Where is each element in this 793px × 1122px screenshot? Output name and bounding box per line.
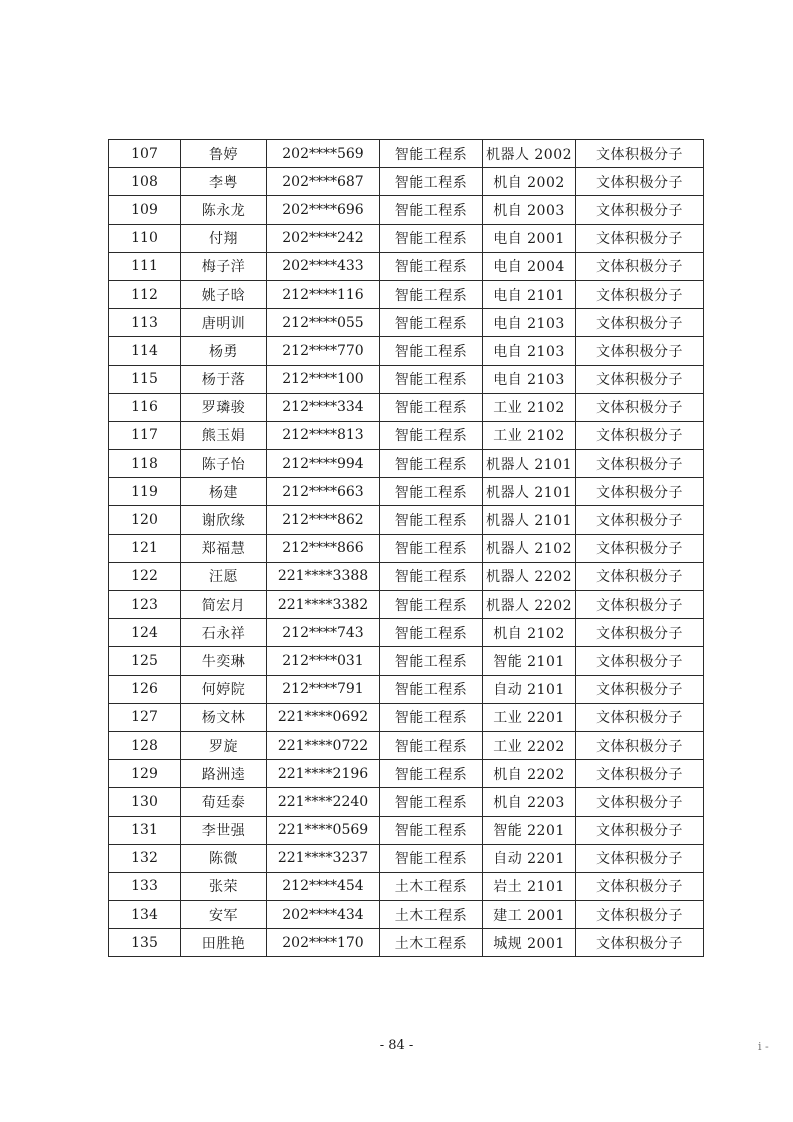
table-row — [109, 929, 704, 957]
cell-award: 文体积极分子 — [576, 562, 704, 590]
cell-award: 文体积极分子 — [576, 731, 704, 759]
cell-award: 文体积极分子 — [576, 478, 704, 506]
cell-class: 工业 2201 — [483, 703, 576, 731]
cell-student-id: 212****663 — [267, 478, 380, 506]
cell-student-id: 202****696 — [267, 196, 380, 224]
cell-name: 牛奕琳 — [181, 647, 267, 675]
cell-class: 机器人 2101 — [483, 506, 576, 534]
cell-award: 文体积极分子 — [576, 619, 704, 647]
cell-class: 工业 2102 — [483, 393, 576, 421]
cell-department: 智能工程系 — [380, 562, 483, 590]
cell-class: 电自 2101 — [483, 280, 576, 308]
cell-name: 杨建 — [181, 478, 267, 506]
cell-student-id: 212****055 — [267, 309, 380, 337]
cell-student-id: 221****2240 — [267, 788, 380, 816]
cell-index: 127 — [109, 703, 181, 731]
cell-class: 机器人 2101 — [483, 450, 576, 478]
cell-name: 陈微 — [181, 844, 267, 872]
cell-department: 智能工程系 — [380, 731, 483, 759]
cell-award: 文体积极分子 — [576, 224, 704, 252]
cell-student-id: 202****433 — [267, 252, 380, 280]
cell-department: 智能工程系 — [380, 337, 483, 365]
cell-class: 工业 2102 — [483, 421, 576, 449]
cell-class: 自动 2101 — [483, 675, 576, 703]
award-roster-table — [108, 139, 704, 957]
margin-mark: i - — [758, 1040, 769, 1053]
table-row — [109, 619, 704, 647]
cell-class: 自动 2201 — [483, 844, 576, 872]
cell-class: 机器人 2102 — [483, 534, 576, 562]
table-row — [109, 816, 704, 844]
cell-award: 文体积极分子 — [576, 393, 704, 421]
table-row — [109, 788, 704, 816]
cell-department: 智能工程系 — [380, 675, 483, 703]
cell-department: 智能工程系 — [380, 196, 483, 224]
cell-student-id: 202****170 — [267, 929, 380, 957]
cell-index: 116 — [109, 393, 181, 421]
cell-student-id: 221****0722 — [267, 731, 380, 759]
cell-award: 文体积极分子 — [576, 591, 704, 619]
cell-class: 电自 2103 — [483, 365, 576, 393]
cell-award: 文体积极分子 — [576, 872, 704, 900]
cell-name: 李粤 — [181, 168, 267, 196]
cell-student-id: 202****687 — [267, 168, 380, 196]
cell-class: 电自 2004 — [483, 252, 576, 280]
cell-student-id: 212****334 — [267, 393, 380, 421]
table-row — [109, 562, 704, 590]
cell-index: 128 — [109, 731, 181, 759]
table-row — [109, 393, 704, 421]
table-row — [109, 168, 704, 196]
cell-index: 135 — [109, 929, 181, 957]
cell-award: 文体积极分子 — [576, 675, 704, 703]
cell-student-id: 212****100 — [267, 365, 380, 393]
cell-name: 简宏月 — [181, 591, 267, 619]
cell-name: 张荣 — [181, 872, 267, 900]
cell-award: 文体积极分子 — [576, 534, 704, 562]
cell-student-id: 212****791 — [267, 675, 380, 703]
cell-class: 电自 2001 — [483, 224, 576, 252]
cell-department: 智能工程系 — [380, 280, 483, 308]
cell-department: 智能工程系 — [380, 760, 483, 788]
table-row — [109, 196, 704, 224]
cell-department: 智能工程系 — [380, 506, 483, 534]
cell-class: 工业 2202 — [483, 731, 576, 759]
cell-name: 荀廷泰 — [181, 788, 267, 816]
cell-award: 文体积极分子 — [576, 196, 704, 224]
cell-award: 文体积极分子 — [576, 450, 704, 478]
cell-name: 陈子怡 — [181, 450, 267, 478]
cell-student-id: 212****866 — [267, 534, 380, 562]
cell-index: 126 — [109, 675, 181, 703]
cell-index: 130 — [109, 788, 181, 816]
cell-index: 114 — [109, 337, 181, 365]
cell-index: 111 — [109, 252, 181, 280]
table-row — [109, 421, 704, 449]
cell-student-id: 212****862 — [267, 506, 380, 534]
cell-name: 郑福慧 — [181, 534, 267, 562]
cell-student-id: 221****2196 — [267, 760, 380, 788]
cell-award: 文体积极分子 — [576, 506, 704, 534]
cell-index: 110 — [109, 224, 181, 252]
award-roster-body — [109, 140, 704, 957]
table-row — [109, 224, 704, 252]
cell-student-id: 202****242 — [267, 224, 380, 252]
table-row — [109, 760, 704, 788]
cell-student-id: 221****0692 — [267, 703, 380, 731]
cell-index: 113 — [109, 309, 181, 337]
table-row — [109, 901, 704, 929]
cell-award: 文体积极分子 — [576, 760, 704, 788]
table-row — [109, 534, 704, 562]
cell-award: 文体积极分子 — [576, 337, 704, 365]
cell-class: 机自 2003 — [483, 196, 576, 224]
cell-student-id: 212****743 — [267, 619, 380, 647]
cell-index: 124 — [109, 619, 181, 647]
cell-award: 文体积极分子 — [576, 309, 704, 337]
cell-class: 电自 2103 — [483, 337, 576, 365]
cell-department: 智能工程系 — [380, 252, 483, 280]
cell-department: 智能工程系 — [380, 534, 483, 562]
table-row — [109, 844, 704, 872]
cell-student-id: 212****454 — [267, 872, 380, 900]
cell-department: 智能工程系 — [380, 168, 483, 196]
cell-department: 智能工程系 — [380, 591, 483, 619]
cell-name: 谢欣缘 — [181, 506, 267, 534]
cell-index: 117 — [109, 421, 181, 449]
table-row — [109, 478, 704, 506]
cell-student-id: 221****3382 — [267, 591, 380, 619]
cell-class: 城规 2001 — [483, 929, 576, 957]
cell-index: 132 — [109, 844, 181, 872]
cell-name: 杨勇 — [181, 337, 267, 365]
cell-class: 机自 2202 — [483, 760, 576, 788]
cell-index: 112 — [109, 280, 181, 308]
cell-department: 土木工程系 — [380, 929, 483, 957]
cell-department: 智能工程系 — [380, 140, 483, 168]
table-row — [109, 703, 704, 731]
cell-index: 125 — [109, 647, 181, 675]
table-row — [109, 450, 704, 478]
cell-name: 唐明训 — [181, 309, 267, 337]
cell-index: 115 — [109, 365, 181, 393]
table-row — [109, 252, 704, 280]
cell-student-id: 221****3388 — [267, 562, 380, 590]
cell-department: 智能工程系 — [380, 224, 483, 252]
cell-class: 机器人 2002 — [483, 140, 576, 168]
cell-index: 122 — [109, 562, 181, 590]
cell-class: 智能 2201 — [483, 816, 576, 844]
cell-name: 杨于落 — [181, 365, 267, 393]
table-row — [109, 309, 704, 337]
cell-name: 杨文林 — [181, 703, 267, 731]
cell-index: 133 — [109, 872, 181, 900]
cell-award: 文体积极分子 — [576, 703, 704, 731]
cell-department: 智能工程系 — [380, 450, 483, 478]
cell-class: 机器人 2202 — [483, 591, 576, 619]
cell-award: 文体积极分子 — [576, 816, 704, 844]
cell-award: 文体积极分子 — [576, 421, 704, 449]
cell-name: 安军 — [181, 901, 267, 929]
table-row — [109, 140, 704, 168]
cell-award: 文体积极分子 — [576, 901, 704, 929]
cell-class: 机器人 2202 — [483, 562, 576, 590]
cell-department: 土木工程系 — [380, 901, 483, 929]
cell-name: 路洲逵 — [181, 760, 267, 788]
cell-student-id: 202****569 — [267, 140, 380, 168]
cell-department: 智能工程系 — [380, 816, 483, 844]
cell-department: 智能工程系 — [380, 478, 483, 506]
table-row — [109, 337, 704, 365]
cell-department: 智能工程系 — [380, 788, 483, 816]
cell-index: 107 — [109, 140, 181, 168]
cell-department: 智能工程系 — [380, 421, 483, 449]
cell-class: 建工 2001 — [483, 901, 576, 929]
cell-name: 鲁婷 — [181, 140, 267, 168]
cell-class: 机器人 2101 — [483, 478, 576, 506]
cell-student-id: 221****0569 — [267, 816, 380, 844]
cell-class: 电自 2103 — [483, 309, 576, 337]
cell-award: 文体积极分子 — [576, 252, 704, 280]
cell-department: 智能工程系 — [380, 309, 483, 337]
cell-award: 文体积极分子 — [576, 647, 704, 675]
page-number: - 84 - — [379, 1038, 414, 1053]
cell-name: 梅子洋 — [181, 252, 267, 280]
cell-index: 121 — [109, 534, 181, 562]
cell-student-id: 212****770 — [267, 337, 380, 365]
cell-name: 田胜艳 — [181, 929, 267, 957]
cell-award: 文体积极分子 — [576, 788, 704, 816]
cell-class: 机自 2002 — [483, 168, 576, 196]
cell-student-id: 221****3237 — [267, 844, 380, 872]
table-row — [109, 506, 704, 534]
cell-award: 文体积极分子 — [576, 168, 704, 196]
cell-name: 石永祥 — [181, 619, 267, 647]
cell-award: 文体积极分子 — [576, 280, 704, 308]
cell-name: 罗璘骏 — [181, 393, 267, 421]
cell-class: 机自 2102 — [483, 619, 576, 647]
cell-index: 108 — [109, 168, 181, 196]
table-row — [109, 872, 704, 900]
cell-name: 李世强 — [181, 816, 267, 844]
cell-name: 付翔 — [181, 224, 267, 252]
cell-department: 智能工程系 — [380, 844, 483, 872]
cell-class: 岩土 2101 — [483, 872, 576, 900]
cell-student-id: 202****434 — [267, 901, 380, 929]
cell-department: 智能工程系 — [380, 703, 483, 731]
table-row — [109, 365, 704, 393]
cell-index: 134 — [109, 901, 181, 929]
cell-index: 119 — [109, 478, 181, 506]
table-row — [109, 731, 704, 759]
cell-department: 智能工程系 — [380, 619, 483, 647]
cell-index: 120 — [109, 506, 181, 534]
table-row — [109, 280, 704, 308]
cell-index: 118 — [109, 450, 181, 478]
cell-class: 机自 2203 — [483, 788, 576, 816]
cell-student-id: 212****116 — [267, 280, 380, 308]
cell-department: 智能工程系 — [380, 365, 483, 393]
cell-student-id: 212****813 — [267, 421, 380, 449]
cell-class: 智能 2101 — [483, 647, 576, 675]
cell-name: 陈永龙 — [181, 196, 267, 224]
cell-name: 何婷院 — [181, 675, 267, 703]
cell-student-id: 212****994 — [267, 450, 380, 478]
cell-department: 智能工程系 — [380, 647, 483, 675]
cell-award: 文体积极分子 — [576, 140, 704, 168]
cell-student-id: 212****031 — [267, 647, 380, 675]
cell-name: 罗旋 — [181, 731, 267, 759]
cell-index: 109 — [109, 196, 181, 224]
cell-name: 汪愿 — [181, 562, 267, 590]
table-row — [109, 591, 704, 619]
cell-award: 文体积极分子 — [576, 844, 704, 872]
cell-index: 131 — [109, 816, 181, 844]
table-row — [109, 647, 704, 675]
cell-name: 熊玉娟 — [181, 421, 267, 449]
cell-award: 文体积极分子 — [576, 929, 704, 957]
cell-award: 文体积极分子 — [576, 365, 704, 393]
table-row — [109, 675, 704, 703]
cell-index: 123 — [109, 591, 181, 619]
cell-index: 129 — [109, 760, 181, 788]
cell-department: 智能工程系 — [380, 393, 483, 421]
cell-department: 土木工程系 — [380, 872, 483, 900]
cell-name: 姚子晗 — [181, 280, 267, 308]
